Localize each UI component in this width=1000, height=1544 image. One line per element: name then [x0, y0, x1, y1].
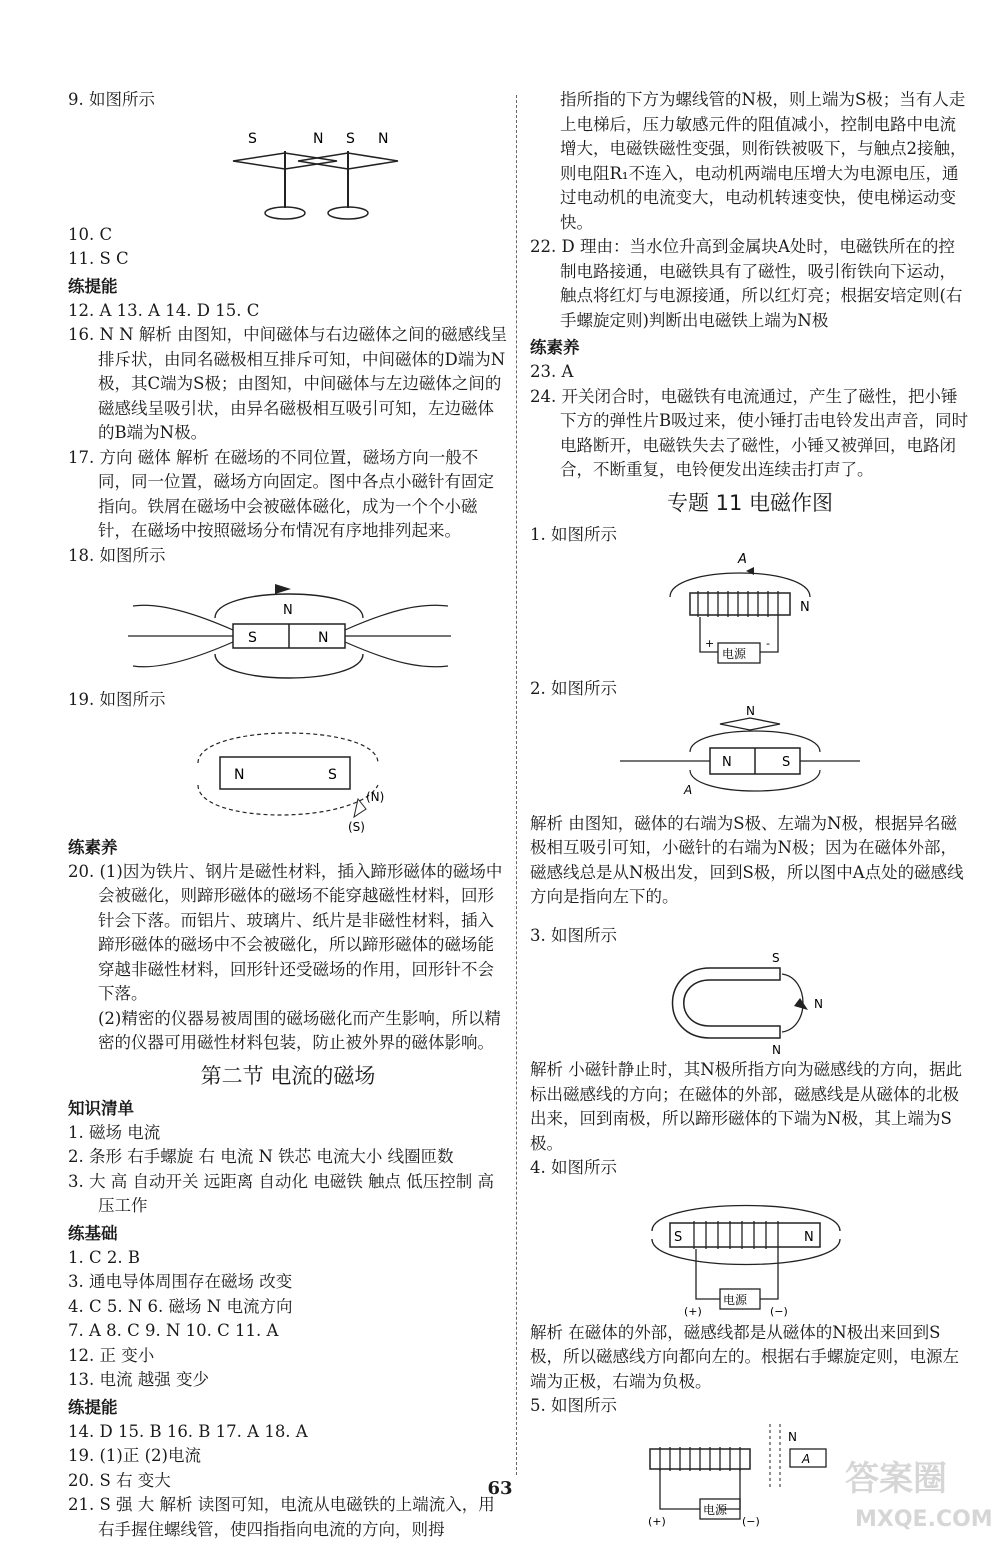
- b1: 1. C 2. B: [68, 1247, 140, 1267]
- b21: 21. S 强 大 解析 读图可知，电流从电磁铁的上端流入，用右手握住螺线管，使四指指向电流的方向，则拇: [68, 1495, 495, 1539]
- svg-text:MXQE.COM: MXQE.COM: [855, 1507, 993, 1532]
- svg-text:N: N: [313, 130, 324, 147]
- column-divider: [516, 95, 517, 1475]
- k2: 2. 条形 右手螺旋 右 电流 N 铁芯 电流大小 线圈匝数: [68, 1147, 454, 1166]
- svg-text:N: N: [746, 703, 755, 718]
- compass-needle: [275, 584, 291, 594]
- k1: 1. 磁场 电流: [68, 1122, 161, 1142]
- left-column: [68, 88, 508, 1542]
- t4-analysis: 解析 在磁体的外部，磁感线都是从磁体的N极出来回到S极，所以磁感线方向都向左的。根据右手螺旋定则，电源左端为正极，右端为负极。: [530, 1322, 959, 1391]
- q19: 19. 如图所示: [68, 690, 166, 709]
- t1: 1. 如图所示: [530, 524, 617, 544]
- svg-text:电源: 电源: [723, 1292, 748, 1307]
- compass-right: [298, 131, 398, 219]
- svg-text:答案圈: 答案圈: [845, 1459, 947, 1499]
- b19: 19. (1)正 (2)电流: [68, 1446, 201, 1465]
- figure-t2-magnet-compass: [620, 702, 880, 812]
- right-column: [530, 88, 970, 1529]
- figure-q18-magnet-field: [123, 568, 453, 688]
- figure-t5-solenoid: [630, 1419, 870, 1529]
- t2: 2. 如图所示: [530, 679, 617, 698]
- svg-text:N: N: [234, 766, 245, 783]
- q22: 22. D 理由：当水位升高到金属块A处时，电磁铁所在的控制电路接通，电磁铁具有了磁性，吸引衔铁向下运动，触点将红灯与电源接通，所以红灯亮；根据安培定则(右手螺旋定则)判断出电磁铁上端为N极: [530, 237, 963, 330]
- q21-continued: 指所指的下方为螺线管的N极，则上端为S极；当有人走上电梯后，压力敏感元件的阻值减小，控制电路中电流增大，电磁铁磁性变强，则衔铁被吸下，与触点2接触，则电阻R₁不连入，电动机两端电压增大为电源电压，通过电动机的电流变大，电动机转速变快，使电梯运动变快。: [560, 90, 967, 232]
- q12: 12. A 13. A 14. D 15. C: [68, 300, 260, 320]
- svg-text:S: S: [346, 130, 355, 147]
- heading-tineng: 练提能: [68, 276, 118, 296]
- svg-text:S: S: [328, 766, 337, 783]
- k3: 3. 大 高 自动开关 远距离 自动化 电磁铁 触点 低压控制 高压工作: [68, 1171, 494, 1215]
- svg-text:(−): (−): [770, 1304, 788, 1318]
- svg-text:A: A: [738, 552, 747, 567]
- q9: 9. 如图所示: [68, 90, 155, 109]
- horseshoe-magnet: [673, 968, 781, 1038]
- svg-text:(S): (S): [348, 819, 365, 833]
- q11: 11. S C: [68, 249, 129, 268]
- svg-text:(+): (+): [648, 1514, 666, 1528]
- heading-suyang-2: 练素养: [530, 338, 580, 357]
- svg-text:S: S: [782, 754, 791, 770]
- q10: 10. C: [68, 224, 113, 244]
- svg-text:N: N: [814, 997, 823, 1011]
- svg-text:N: N: [772, 1043, 781, 1057]
- heading-zhishi: 知识清单: [68, 1098, 134, 1118]
- svg-text:A: A: [802, 1451, 811, 1466]
- b14: 14. D 15. B 16. B 17. A 18. A: [68, 1421, 308, 1441]
- svg-text:N: N: [804, 1229, 814, 1245]
- b13: 13. 电流 越强 变少: [68, 1370, 209, 1389]
- svg-text:+: +: [705, 637, 715, 650]
- svg-text:(+): (+): [684, 1304, 702, 1318]
- heading-jichu: 练基础: [68, 1223, 118, 1243]
- t3-analysis: 解析 小磁针静止时，其N极所指方向为磁感线的方向，据此标出磁感线的方向；在磁体的外部，磁感线是从磁体的北极出来，回到南极，所以蹄形磁体的下端为N极，其上端为S极。: [530, 1060, 963, 1153]
- svg-text:N: N: [800, 600, 810, 615]
- svg-text:N: N: [788, 1429, 797, 1444]
- q20a: 20. (1)因为铁片、钢片是磁性材料，插入蹄形磁体的磁场中会被磁化，则蹄形磁体的磁场不能穿越磁性材料，回形针会下落。而铝片、玻璃片、纸片是非磁性材料，插入蹄形磁体的磁场中不会被磁化，所以蹄形磁体的磁场能穿越非磁性材料，回形针还受磁场的作用，回形针不会下落。: [68, 861, 503, 1003]
- q17: 17. 方向 磁体 解析 在磁场的不同位置，磁场方向一般不同，同一位置，磁场方向固定。图中各点小磁针有固定指向。铁屑在磁场中会被磁体磁化，成为一个个小磁针，在磁场中按照磁场分布情况有序地排列起来。: [68, 447, 494, 540]
- t4: 4. 如图所示: [530, 1158, 617, 1177]
- b7: 7. A 8. C 9. N 10. C 11. A: [68, 1321, 279, 1340]
- svg-text:S: S: [772, 951, 780, 965]
- svg-text:S: S: [248, 630, 257, 646]
- svg-text:A: A: [684, 782, 693, 797]
- svg-text:S: S: [248, 130, 257, 147]
- b4: 4. C 5. N 6. 磁场 N 电流方向: [68, 1296, 293, 1316]
- q16: 16. N N 解析 由图知，中间磁体与右边磁体之间的磁感线呈排斥状，由同名磁极相互排斥可知，中间磁体的D端为N极，其C端为S极；由图知，中间磁体与左边磁体之间的磁感线呈吸引状，由异名磁极相互吸引可知，左边磁体的B端为N极。: [68, 325, 508, 442]
- watermark-logo: [835, 1440, 995, 1540]
- figure-q9-compasses: [168, 113, 408, 223]
- svg-text:-: -: [766, 637, 770, 650]
- q18: 18. 如图所示: [68, 545, 166, 565]
- svg-text:N: N: [722, 754, 732, 770]
- section-title-2: 第二节 电流的磁场: [200, 1063, 376, 1088]
- q23: 23. A: [530, 362, 574, 381]
- svg-text:N: N: [378, 130, 389, 147]
- section-title-11: 专题 11 电磁作图: [666, 490, 834, 515]
- figure-q19-dashed-field: [168, 713, 408, 833]
- heading-tineng-2: 练提能: [68, 1397, 118, 1417]
- figure-t4-solenoid: [640, 1181, 860, 1321]
- q24: 24. 开关闭合时，电磁铁有电流通过，产生了磁性，把小锤下方的弹性片B吸过来，使小锤打击电铃发出声音，同时电路断开，电磁铁失去了磁性，小锤又被弹回，电路闭合，不断重复，电铃便发出连续击打声了。: [530, 386, 969, 479]
- svg-text:(−): (−): [742, 1514, 760, 1528]
- page-number: 63: [487, 1478, 513, 1499]
- q20b: (2)精密的仪器易被周围的磁场磁化而产生影响，所以精密的仪器可用磁性材料包装，防止被外界的磁体影响。: [98, 1008, 501, 1052]
- figure-t3-horseshoe: [650, 948, 850, 1058]
- svg-text:电源: 电源: [703, 1502, 728, 1517]
- t2-analysis: 解析 由图知，磁体的右端为S极、左端为N极，根据异名磁极相互吸引可知，小磁针的右端为N极；因为在磁体外部，磁感线总是从N极出发，回到S极，所以图中A点处的磁感线方向是指向左下的。: [530, 813, 964, 906]
- svg-text:S: S: [674, 1229, 683, 1245]
- compass-needle: [354, 799, 366, 817]
- svg-text:(N): (N): [366, 789, 385, 804]
- b3: 3. 通电导体周围存在磁场 改变: [68, 1272, 293, 1291]
- t3: 3. 如图所示: [530, 925, 617, 945]
- compass-needle: [794, 998, 808, 1010]
- b20: 20. S 右 变大: [68, 1470, 171, 1490]
- compass-needle: [720, 718, 780, 730]
- t5: 5. 如图所示: [530, 1396, 617, 1415]
- svg-text:电源: 电源: [722, 647, 747, 661]
- heading-suyang: 练素养: [68, 837, 118, 857]
- svg-text:N: N: [318, 630, 329, 646]
- figure-t1-solenoid: [650, 547, 850, 677]
- svg-text:N: N: [283, 603, 293, 618]
- b12: 12. 正 变小: [68, 1345, 155, 1365]
